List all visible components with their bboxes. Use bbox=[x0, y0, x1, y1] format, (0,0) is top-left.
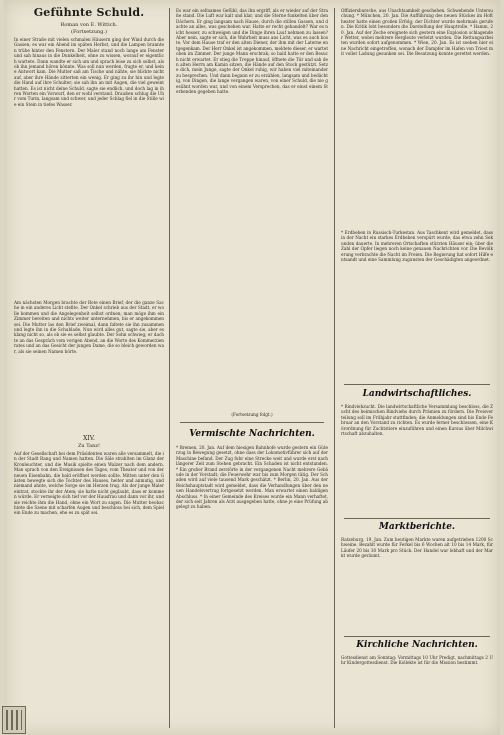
news-text-2: * Erdbeben in Russisch-Turkestan. Aus Taschkent wird gemeldet, dass in der Nacht ein starkes Erdbeben verspürt wurde, das etwa zehn Sekunden dauerte. In mehreren Ortschaften stürzten Häuser ein; über die Zahl der Opfer liegen noch keine genauen Nachrichten vor. Die Bevölkerung verbrachte die Nacht im Freien. Die Regierung hat sofort Hilfe entsandt und eine Sammlung zugunsten der Geschädigten angeordnet. bbox=[341, 230, 493, 263]
story-paragraph-2: Am nächsten Morgen brachte der Bote einen Brief, der die ganze Sache in ein anderes Licht stellte. Der Onkel schrieb aus der Stadt, er wolle kommen und die Angelegenheit selbst ordnen; man möge ihm ein Zimmer bereiten und nichts weiter unternehmen, bis er angekommen sei. Die Mutter las den Brief zweimal, dann faltete sie ihn zusammen und legte ihn in die Schublade. Nun wird alles gut, sagte sie, aber es klang nicht so, als ob sie es selbst glaubte. Der Sohn schwieg; er dachte an das Gespräch vom vorigen Abend, an die Worte des Kommerzienrates und an das Gesicht der jungen Dame, die so bleich geworden war, als sie seinen Namen hörte. bbox=[14, 300, 164, 354]
mixed-news-text: * Bremen, 20. Jan. Auf dem hiesigen Bahnhofe wurde gestern ein Güterzug in Bewegung gesetzt, ohne dass der Lokomotivführer sich auf der Maschine befand. Der Zug fuhr eine Strecke weit und wurde erst nach längerer Zeit zum Stehen gebracht. Ein Schaden ist nicht entstanden. * Ein großer Brand zerstörte in der vergangenen Nacht mehrere Gebäude in der Vorstadt; die Feuerwehr war bis zum Morgen tätig. Der Schaden wird auf viele tausend Mark geschätzt. * Berlin, 20. Jan. Aus der Reichshauptstadt wird gemeldet, dass die Verhandlungen über den neuen Handelsvertrag fortgesetzt werden. Man erwartet einen baldigen Abschluss. * In einer Gemeinde des Kreises wurde ein Mann verhaftet, der sich seit Jahren als Arzt ausgegeben hatte, ohne je eine Prüfung abgelegt zu haben. bbox=[176, 445, 328, 510]
story-paragraph-1: In einer Straße mit vielen schmalen Häusern ging der Wind durch die Gassen; es war ein Abend im späten Herbst, und die Lampen brannten trübe hinter den Fenstern. Der Maler stand noch lange am Fenster und sah hinaus in die Dunkelheit, ohne zu wissen, worauf er eigentlich wartete. Dann wandte er sich um und sprach leise zu sich selbst, als ob ihn jemand hören könnte. Was soll nun werden, fragte er, und keine Antwort kam. Die Mutter saß am Tische und nähte, sie blickte nicht auf, aber ihre Hände zitterten ein wenig. Er ging zu ihr hin und legte die Hand auf ihre Schulter; sie sah ihn an mit Augen, die viel geweint hatten. Es ist nicht deine Schuld, sagte sie endlich, und doch lag in ihren Worten ein Vorwurf, den er wohl verstand. Draußen schlug die Uhr vom Turm, langsam und schwer, und jeder Schlag fiel in die Stille wie ein Stein in tiefes Wasser. bbox=[14, 37, 164, 107]
library-stamp-logo bbox=[2, 706, 26, 734]
story-paragraph-3: Auf der Gesellschaft bei dem Präsidenten waren alle versammelt, die in der Stadt Rang und Namen hatten. Die Säle strahlten im Glanz der Kronleuchter, und die Musik spielte einen Walzer nach dem andern. Man sprach von den Ereignissen des Tages, vom Theater und von der neuen Eisenbahn, die bald eröffnet werden sollte. Mitten unter den Gästen bewegte sich die Tochter des Hauses, heiter und anmutig, und niemand ahnte, welche Sorge sie im Herzen trug. Als der junge Maler eintrat, stockte ihr der Atem; sie hatte nicht geglaubt, dass er kommen würde. Er verneigte sich tief vor der Hausfrau und dann vor ihr, und sie reichte ihm die Hand, ohne ein Wort zu sagen. Die Mutter beobachtete die Szene mit scharfen Augen und beschloss bei sich, dem Spiel ein Ende zu machen, ehe es zu spät sei. bbox=[14, 451, 164, 516]
chapter-number: XIV. bbox=[83, 435, 95, 442]
newspaper-page bbox=[4, 0, 500, 735]
continued-note: (Fortsetzung folgt.) bbox=[231, 412, 273, 417]
news-text-1: Offiziersbursche, aus Unachtsamkeit geschehen. Schwebende Untersuchung. * München, 20. Jan. Die Aufführung des neuen Stückes im Hoftheater hatte einen großen Erfolg; der Dichter wurde mehrmals gerufen. Die Kritik lobt besonders die Darstellung der Hauptrolle. * Hamm, 20. Jan. Auf der Zeche ereignete sich gestern eine Explosion schlagender Wetter, wobei mehrere Bergleute verletzt wurden. Die Rettungsarbeiten wurden sofort aufgenommen. * Wien, 20. Jan. Es ist soeben hier eine Nachricht eingetroffen, wonach der Dampfer im Hafen von Triest mit voller Ladung gesunken sei. Die Besatzung konnte gerettet werden. bbox=[341, 8, 493, 57]
chapter-title: Zu Tanz! bbox=[77, 443, 101, 449]
column-rule-right bbox=[334, 8, 335, 728]
market-text: Ratzeburg, 19. Jan. Zum heutigen Markte waren aufgetrieben 1200 Schweine. Bezahlt wurde für Ferkel bis 6 Wochen alt 10 bis 14 Mark, für Läufer 20 bis 30 Mark pro Stück. Der Handel war lebhaft und der Markt wurde geräumt. bbox=[341, 537, 493, 559]
agriculture-text: * Rindviehzucht. Die landwirtschaftliche Versammlung beschloss, die Zucht des heimischen Rindviehs durch Prämien zu fördern. Die Preisverteilung soll im Frühjahr stattfinden; die Anmeldungen sind bis Ende Februar an den Vorstand zu richten. Es wurde ferner beschlossen, eine Körordnung für Zuchtstiere einzuführen und einen Kursus über Milchwirtschaft abzuhalten. bbox=[341, 404, 493, 437]
section-divider-right-2 bbox=[344, 518, 490, 519]
story-byline: Roman von E. Wittich. bbox=[60, 22, 118, 28]
mixed-news-heading: Vermischte Nachrichten. bbox=[189, 429, 315, 439]
story-continued-text: Es war ein seltsames Gefühl, das ihn ergriff, als er wieder auf der Straße stand. Die Luft war kalt und klar, und die Sterne funkelten über den Dächern. Er ging langsam nach Hause, durch die stillen Gassen, und dachte an alles, was geschehen war. Hatte er recht gehandelt? War es nicht besser, zu schweigen und die Dinge ihren Lauf nehmen zu lassen? Aber nein, sagte er sich, die Wahrheit muss ans Licht, was es auch koste. Vor dem Hause traf er den alten Diener, der ihm mit der Laterne entgegenkam. Der Herr Onkel ist angekommen, meldete dieser, er wartet oben im Zimmer. Der junge Mann erschrak; so bald hatte er den Besuch nicht erwartet. Er stieg die Treppe hinauf, öffnete die Tür und sah den alten Herrn am Kamin sitzen, die Hände auf den Stock gestützt. Setze dich, mein Junge, sagte der Onkel ruhig, wir haben viel miteinander zu besprechen. Und dann begann er zu erzählen, langsam und bedächtig, von Dingen, die lange vergangen waren, von einer Schuld, die nie gesühnt worden war, und von einem Versprechen, das er einst einem Sterbenden gegeben hatte. bbox=[176, 8, 328, 95]
column-rule-left bbox=[169, 8, 170, 728]
church-text: Gottesdienst am Sonntag: Vormittags 10 Uhr Predigt, nachmittags 2 Uhr Kindergottesdienst. Die Kollekte ist für die Mission bestimmt. bbox=[341, 655, 493, 666]
section-divider bbox=[180, 422, 324, 423]
story-continuation-note: (Fortsetzung.) bbox=[71, 29, 107, 35]
story-title: Gefühnte Schuld. bbox=[33, 6, 145, 19]
market-heading: Marktberichte. bbox=[378, 522, 456, 532]
agriculture-heading: Landwirtschaftliches. bbox=[362, 389, 472, 399]
church-heading: Kirchliche Nachrichten. bbox=[356, 640, 478, 650]
section-divider-right-1 bbox=[344, 384, 490, 385]
section-divider-right-3 bbox=[344, 636, 490, 637]
